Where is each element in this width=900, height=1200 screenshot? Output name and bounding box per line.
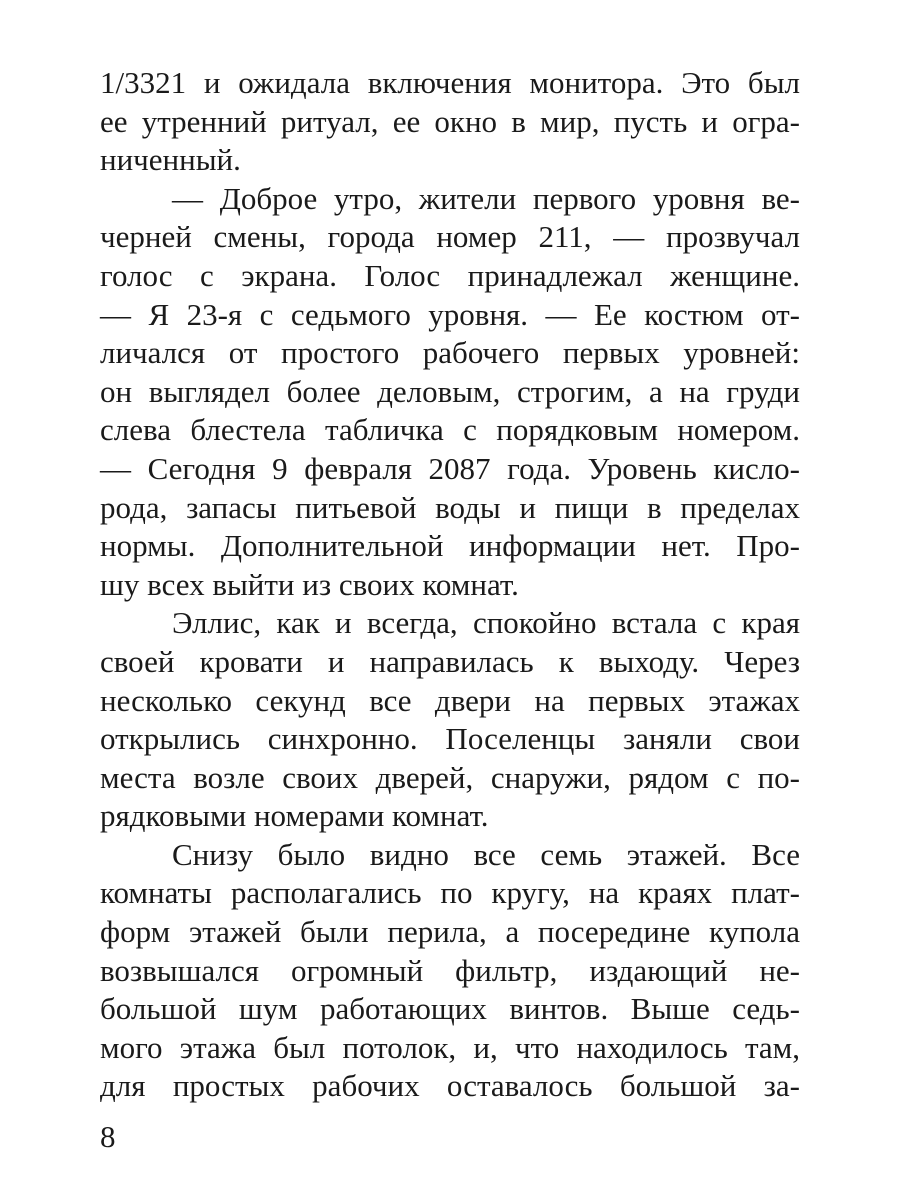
text-line: своей кровати и направилась к выходу. Через — [100, 643, 800, 679]
text-line: слева блестела табличка с порядковым номером. — [100, 412, 800, 448]
text-line: 1/3321 и ожидала включения монитора. Это был — [100, 65, 800, 100]
text-line: — Сегодня 9 февраля 2087 года. Уровень кисло- — [100, 450, 800, 486]
text-line: места возле своих дверей, снаружи, рядом с по- — [100, 759, 800, 795]
text-line: — Доброе утро, жители первого уровня ве- — [172, 180, 800, 216]
text-line: комнаты располагались по кругу, на краях плат- — [100, 875, 800, 911]
text-line: несколько секунд все двери на первых этажах — [100, 682, 800, 718]
text-line: ее утренний ритуал, ее окно в мир, пусть и огра- — [100, 103, 800, 139]
text-line: шу всех выйти из своих комнат. — [100, 566, 519, 602]
text-line: мого этажа был потолок, и, что находилось там, — [100, 1029, 800, 1065]
text-line: нормы. Дополнительной информации нет. Про- — [100, 528, 800, 564]
text-line: он выглядел более деловым, строгим, а на груди — [100, 373, 800, 409]
text-line: черней смены, города номер 211, — прозвучал — [100, 219, 800, 255]
body-text — [100, 64, 800, 1106]
text-line: открылись синхронно. Поселенцы заняли свои — [100, 721, 800, 757]
text-line: ниченный. — [100, 142, 241, 178]
text-line: личался от простого рабочего первых уровней: — [100, 335, 800, 371]
text-line: форм этажей были перила, а посередине купола — [100, 914, 800, 950]
text-line: для простых рабочих оставалось большой за- — [100, 1068, 800, 1104]
page-number: 8 — [100, 1119, 116, 1154]
text-line: голос с экрана. Голос принадлежал женщине. — [100, 257, 800, 293]
text-line: Снизу было видно все семь этажей. Все — [172, 836, 800, 872]
text-line: рода, запасы питьевой воды и пищи в пределах — [100, 489, 800, 525]
text-line: Эллис, как и всегда, спокойно встала с края — [172, 605, 800, 641]
text-line: рядковыми номерами комнат. — [100, 798, 489, 834]
text-line: большой шум работающих винтов. Выше седь- — [100, 991, 800, 1027]
text-line: возвышался огромный фильтр, издающий не- — [100, 952, 800, 988]
text-line: — Я 23-я с седьмого уровня. — Ее костюм от- — [100, 296, 800, 332]
